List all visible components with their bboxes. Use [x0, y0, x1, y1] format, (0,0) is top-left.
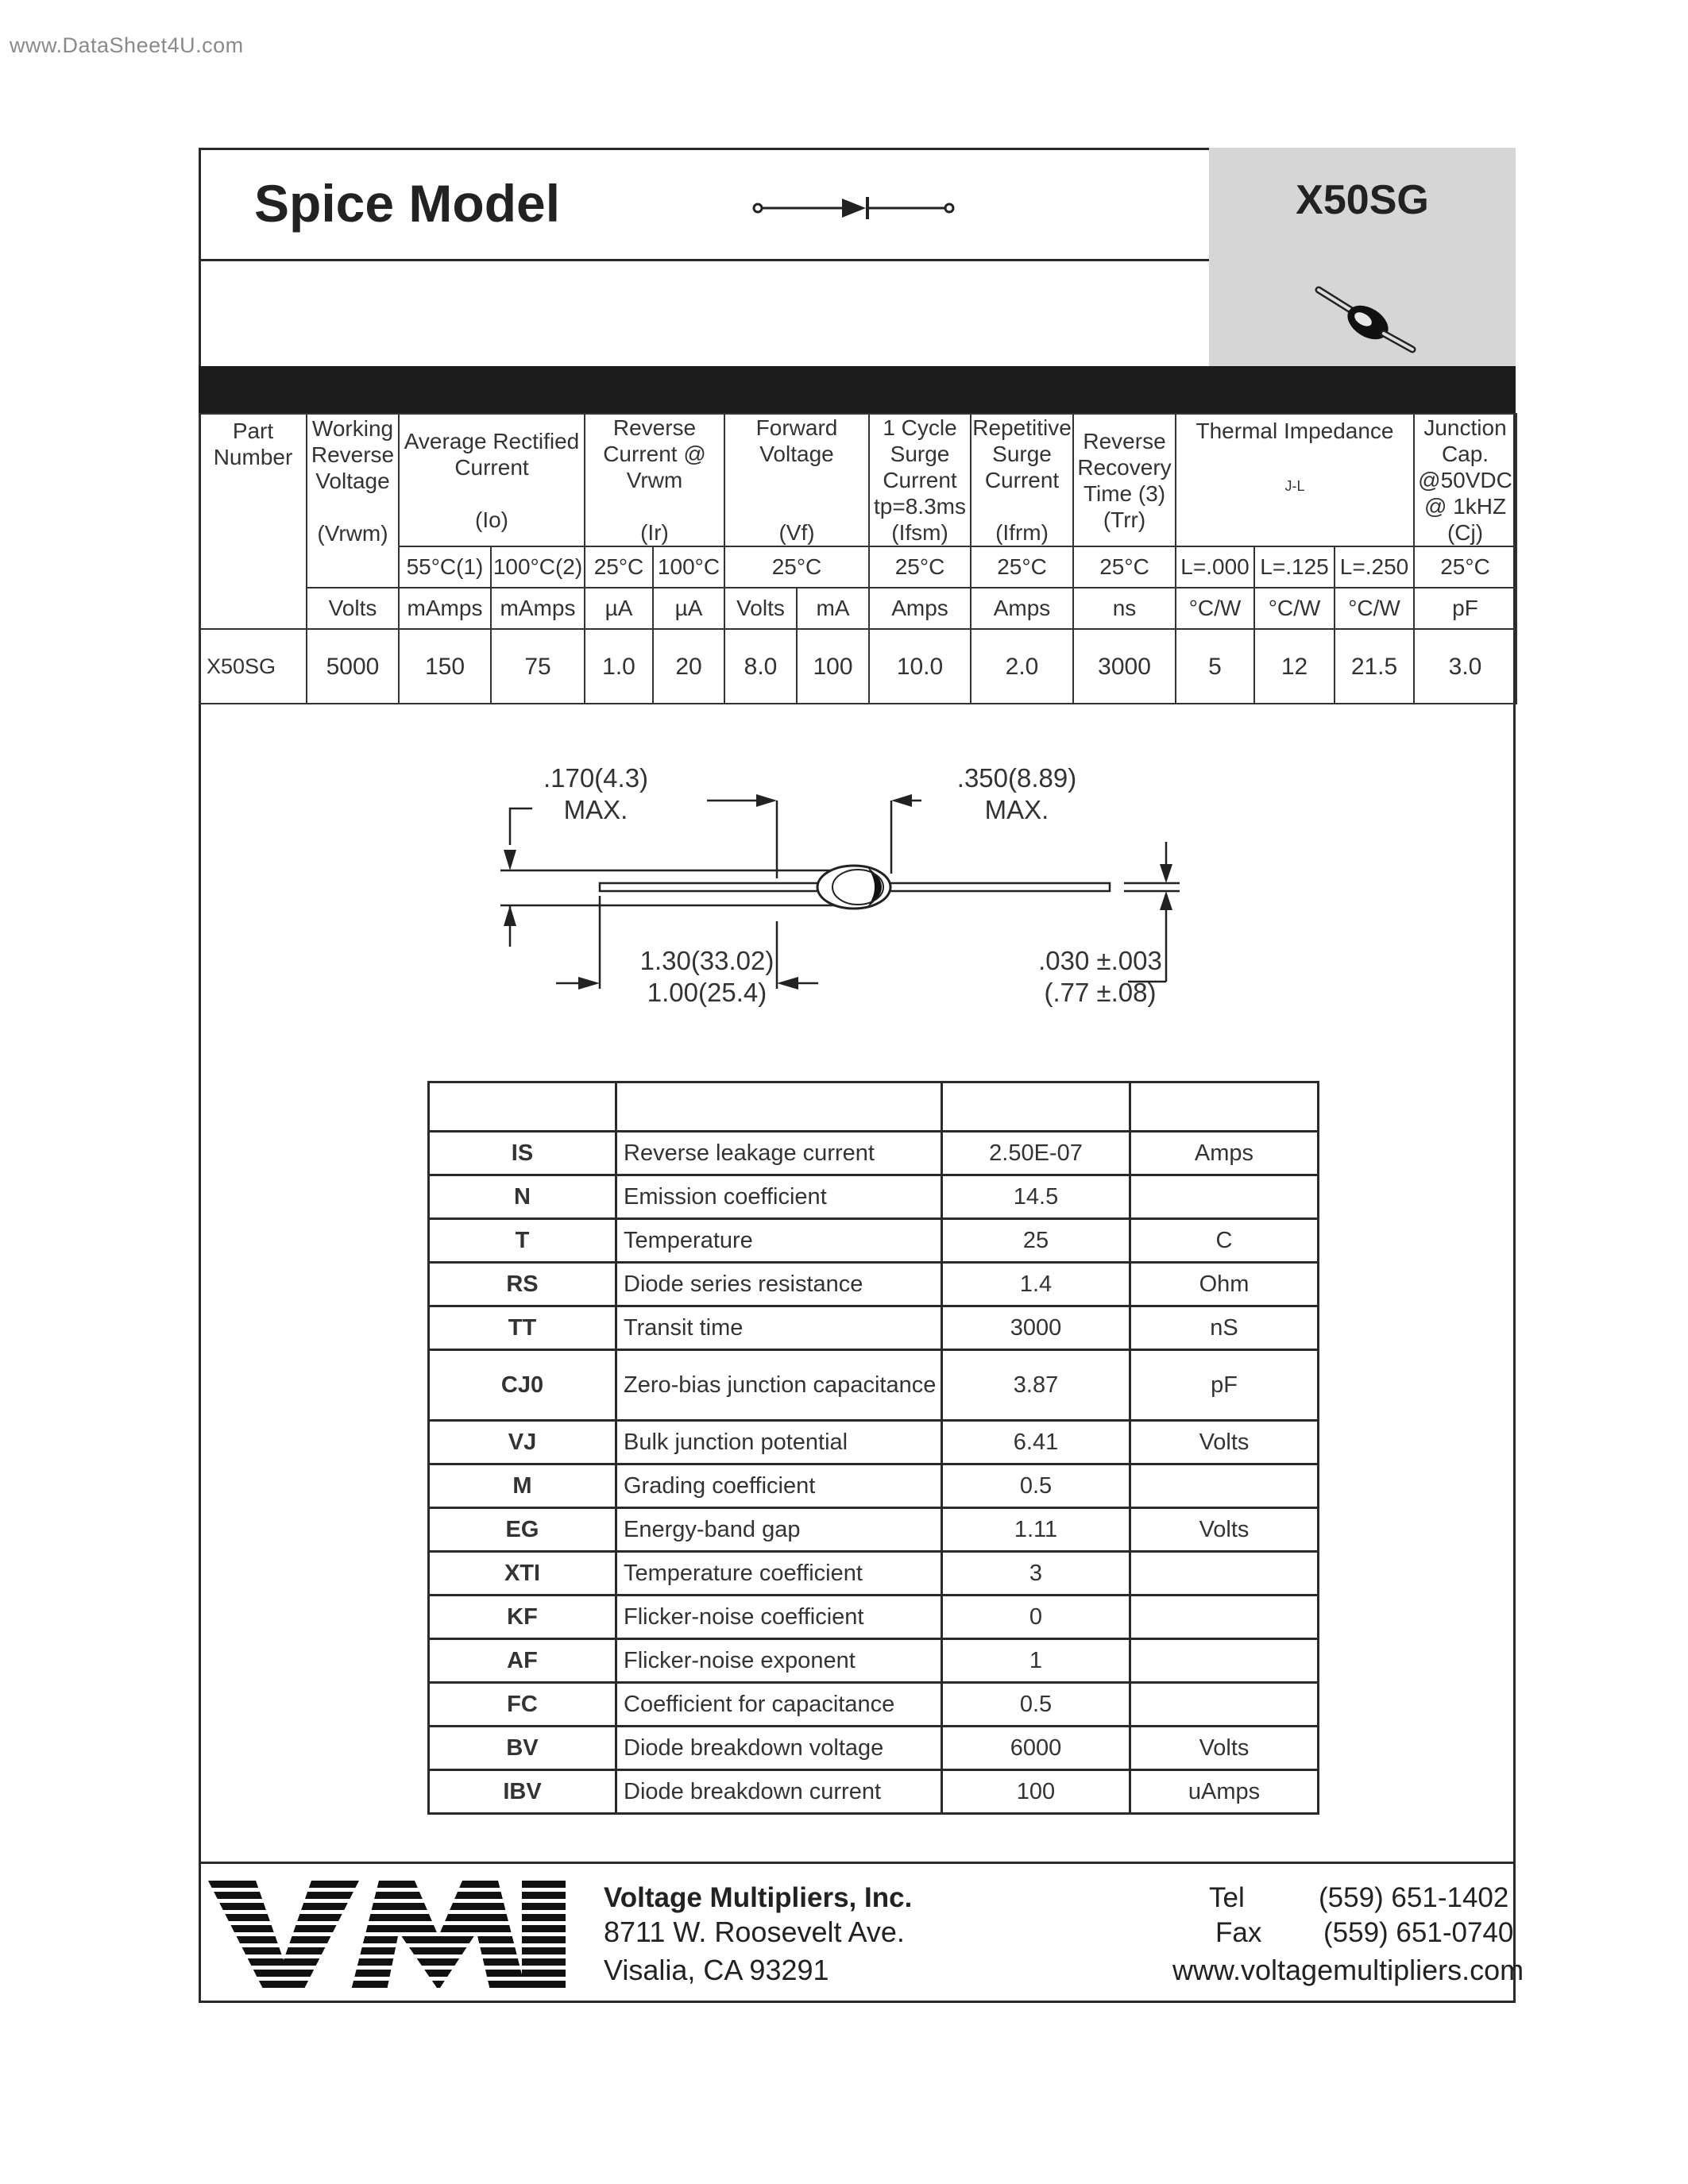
param-description: Zero-bias junction capacitance: [616, 1350, 942, 1421]
unit-cell: °C/W: [1254, 588, 1335, 629]
part-number-title: X50SG: [1296, 177, 1429, 223]
spec-table: [199, 413, 1517, 704]
data-cell: X50SG: [199, 629, 307, 704]
param-unit: Volts: [1130, 1727, 1319, 1770]
cond-cell: 25°C: [1073, 546, 1176, 588]
param-row: [429, 1639, 1319, 1683]
data-cell: 5: [1176, 629, 1254, 704]
param-description: Reverse leakage current: [616, 1132, 942, 1175]
param-value: 6000: [942, 1727, 1130, 1770]
param-value: 0.5: [942, 1464, 1130, 1508]
param-row: [429, 1421, 1319, 1464]
param-header-blank: [942, 1082, 1130, 1132]
cond-cell: 25°C: [869, 546, 971, 588]
param-description: Coefficient for capacitance: [616, 1683, 942, 1727]
param-value: 14.5: [942, 1175, 1130, 1219]
unit-cell: µA: [653, 588, 724, 629]
hdr-part: Part Number: [199, 414, 307, 546]
param-row: [429, 1770, 1319, 1814]
param-unit: Ohm: [1130, 1263, 1319, 1306]
param-unit: C: [1130, 1219, 1319, 1263]
param-unit: Volts: [1130, 1421, 1319, 1464]
data-cell: 100: [797, 629, 869, 704]
dim-lead-dia: .030 ±.003 (.77 ±.08): [1038, 946, 1162, 1007]
data-cell: 12: [1254, 629, 1335, 704]
param-description: Emission coefficient: [616, 1175, 942, 1219]
hdr-thermal: Thermal Impedance J-L: [1176, 414, 1414, 546]
param-description: Energy-band gap: [616, 1508, 942, 1552]
company-name: Voltage Multipliers, Inc.: [604, 1882, 913, 1913]
footer-divider: [199, 1862, 1516, 1864]
cond-cell: L=.250: [1335, 546, 1414, 588]
param-value: 0.5: [942, 1683, 1130, 1727]
param-description: Bulk junction potential: [616, 1421, 942, 1464]
data-cell: 20: [653, 629, 724, 704]
dim-body-dia: .350(8.89) MAX.: [956, 763, 1077, 824]
header-divider: [199, 259, 1209, 261]
cond-blank: [307, 546, 399, 588]
param-unit: [1130, 1596, 1319, 1639]
param-value: 3: [942, 1552, 1130, 1596]
diode-package-icon: [1311, 278, 1422, 357]
param-row: [429, 1552, 1319, 1596]
website-link[interactable]: www.voltagemultipliers.com: [1172, 1954, 1524, 1986]
unit-cell: Amps: [869, 588, 971, 629]
unit-cell: mAmps: [491, 588, 585, 629]
param-description: Grading coefficient: [616, 1464, 942, 1508]
company-address: 8711 W. Roosevelt Ave.: [604, 1916, 905, 1948]
param-row: [429, 1132, 1319, 1175]
param-symbol: AF: [429, 1639, 616, 1683]
unit-cell: mAmps: [399, 588, 491, 629]
unit-cell: °C/W: [1335, 588, 1414, 629]
param-description: Flicker-noise coefficient: [616, 1596, 942, 1639]
hdr-ifrm: Repetitive Surge Current (Ifrm): [971, 414, 1073, 546]
tel-number: (559) 651-1402: [1319, 1882, 1509, 1913]
param-symbol: IS: [429, 1132, 616, 1175]
unit-cell: Volts: [307, 588, 399, 629]
tel-label: Tel: [1209, 1882, 1245, 1913]
unit-cell: µA: [585, 588, 653, 629]
cond-cell: L=.125: [1254, 546, 1335, 588]
hdr-io: Average Rectified Current (Io): [399, 414, 585, 546]
data-cell: 2.0: [971, 629, 1073, 704]
param-symbol: CJ0: [429, 1350, 616, 1421]
param-unit: [1130, 1175, 1319, 1219]
param-row: [429, 1727, 1319, 1770]
param-unit: pF: [1130, 1350, 1319, 1421]
unit-cell: ns: [1073, 588, 1176, 629]
data-cell: 150: [399, 629, 491, 704]
param-unit: Amps: [1130, 1132, 1319, 1175]
vmi-logo: [208, 1881, 574, 1992]
param-symbol: T: [429, 1219, 616, 1263]
unit-cell: mA: [797, 588, 869, 629]
dim-lead-len: 1.30(33.02) 1.00(25.4): [639, 946, 774, 1007]
unit-cell: Volts: [724, 588, 797, 629]
param-symbol: IBV: [429, 1770, 616, 1814]
param-value: 100: [942, 1770, 1130, 1814]
hdr-trr: Reverse Recovery Time (3) (Trr): [1073, 414, 1176, 546]
param-row: [429, 1219, 1319, 1263]
param-symbol: VJ: [429, 1421, 616, 1464]
company-city: Visalia, CA 93291: [604, 1954, 829, 1986]
data-cell: 3.0: [1414, 629, 1516, 704]
data-cell: 1.0: [585, 629, 653, 704]
param-value: 2.50E-07: [942, 1132, 1130, 1175]
param-value: 3.87: [942, 1350, 1130, 1421]
param-header-blank: [429, 1082, 616, 1132]
param-row: [429, 1596, 1319, 1639]
cond-cell: 25°C: [585, 546, 653, 588]
param-description: Temperature coefficient: [616, 1552, 942, 1596]
data-cell: 75: [491, 629, 585, 704]
param-value: 25: [942, 1219, 1130, 1263]
section-bar: [199, 366, 1516, 413]
hdr-vrwm: Working Reverse Voltage (Vrwm): [307, 414, 399, 546]
data-cell: 21.5: [1335, 629, 1414, 704]
param-description: Diode breakdown current: [616, 1770, 942, 1814]
cond-cell: 55°C(1): [399, 546, 491, 588]
hdr-cj: Junction Cap. @50VDC @ 1kHZ (Cj): [1414, 414, 1516, 546]
param-description: Flicker-noise exponent: [616, 1639, 942, 1683]
param-row: [429, 1350, 1319, 1421]
param-value: 6.41: [942, 1421, 1130, 1464]
dim-body-len: .170(4.3) MAX.: [543, 763, 649, 824]
hdr-vf: Forward Voltage (Vf): [724, 414, 869, 546]
param-description: Transit time: [616, 1306, 942, 1350]
cond-cell: 100°C(2): [491, 546, 585, 588]
param-unit: uAmps: [1130, 1770, 1319, 1814]
cond-cell: 100°C: [653, 546, 724, 588]
page-title: Spice Model: [254, 174, 561, 233]
param-symbol: XTI: [429, 1552, 616, 1596]
cond-cell: 25°C: [1414, 546, 1516, 588]
data-cell: 5000: [307, 629, 399, 704]
watermark-text: www.DataSheet4U.com: [10, 33, 244, 57]
unit-cell: °C/W: [1176, 588, 1254, 629]
hdr-ifsm: 1 Cycle Surge Current tp=8.3ms (Ifsm): [869, 414, 971, 546]
param-symbol: M: [429, 1464, 616, 1508]
param-description: Diode series resistance: [616, 1263, 942, 1306]
param-symbol: EG: [429, 1508, 616, 1552]
cond-cell: 25°C: [971, 546, 1073, 588]
param-unit: [1130, 1683, 1319, 1727]
param-symbol: RS: [429, 1263, 616, 1306]
spice-params-table: [427, 1081, 1319, 1815]
unit-cell: pF: [1414, 588, 1516, 629]
param-row: [429, 1508, 1319, 1552]
param-description: Temperature: [616, 1219, 942, 1263]
hdr-ir: Reverse Current @ Vrwm (Ir): [585, 414, 724, 546]
param-symbol: N: [429, 1175, 616, 1219]
data-cell: 3000: [1073, 629, 1176, 704]
param-row: [429, 1175, 1319, 1219]
param-row: [429, 1306, 1319, 1350]
unit-blank: [199, 588, 307, 629]
param-value: 1.11: [942, 1508, 1130, 1552]
param-symbol: TT: [429, 1306, 616, 1350]
param-row: [429, 1464, 1319, 1508]
cond-cell: L=.000: [1176, 546, 1254, 588]
data-cell: 10.0: [869, 629, 971, 704]
param-value: 1.4: [942, 1263, 1130, 1306]
param-description: Diode breakdown voltage: [616, 1727, 942, 1770]
data-cell: 8.0: [724, 629, 797, 704]
param-row: [429, 1263, 1319, 1306]
param-unit: [1130, 1464, 1319, 1508]
diode-symbol-icon: [747, 191, 961, 222]
param-unit: [1130, 1639, 1319, 1683]
unit-cell: Amps: [971, 588, 1073, 629]
param-value: 0: [942, 1596, 1130, 1639]
param-header-blank: [1130, 1082, 1319, 1132]
param-unit: nS: [1130, 1306, 1319, 1350]
param-unit: [1130, 1552, 1319, 1596]
fax-label: Fax: [1215, 1917, 1262, 1948]
param-header-blank: [616, 1082, 942, 1132]
param-value: 3000: [942, 1306, 1130, 1350]
param-value: 1: [942, 1639, 1130, 1683]
param-symbol: FC: [429, 1683, 616, 1727]
cond-blank: [199, 546, 307, 588]
param-symbol: BV: [429, 1727, 616, 1770]
param-unit: Volts: [1130, 1508, 1319, 1552]
param-symbol: KF: [429, 1596, 616, 1639]
cond-cell: 25°C: [724, 546, 869, 588]
param-row: [429, 1683, 1319, 1727]
fax-number: (559) 651-0740: [1323, 1917, 1514, 1948]
